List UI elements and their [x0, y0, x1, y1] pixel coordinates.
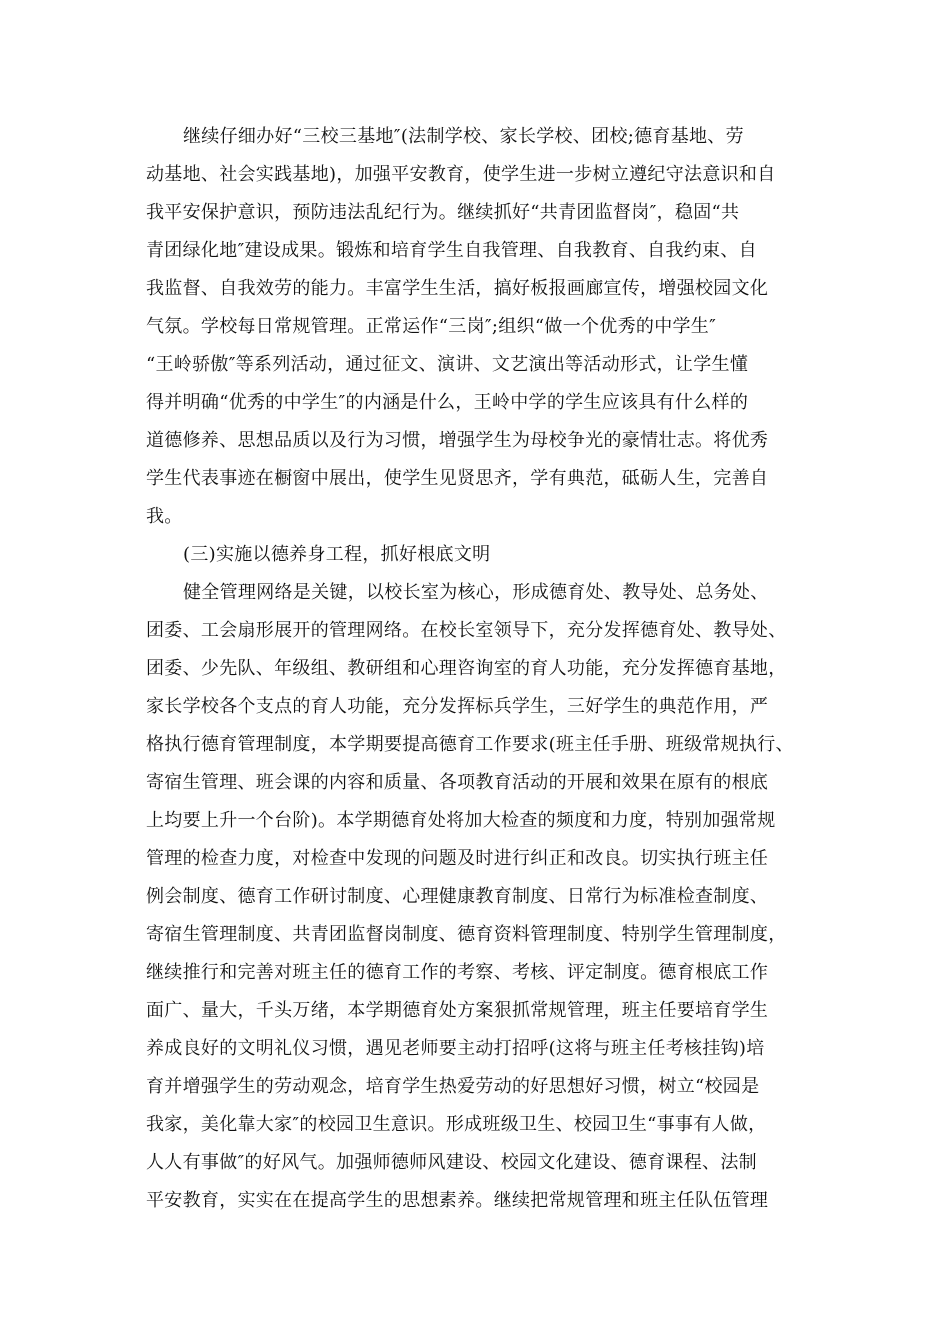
- text-line: 家长学校各个支点的育人功能，充分发挥标兵学生，三好学生的典范作用，严: [146, 696, 769, 717]
- text-line: 格执行德育管理制度，本学期要提高德育工作要求(班主任手册、班级常规执行、: [146, 734, 794, 755]
- text-line: 气氛。学校每日常规管理。正常运作“三岗″;组织“做一个优秀的中学生″: [146, 316, 717, 337]
- text-line: 寄宿生管理、班会课的内容和质量、各项教育活动的开展和效果在原有的根底: [146, 772, 769, 793]
- text-line: 道德修养、思想品质以及行为习惯，增强学生为母校争光的豪情壮志。将优秀: [146, 430, 769, 451]
- section-heading: [146, 536, 820, 574]
- text-line: 上均要上升一个台阶)。本学期德育处将加大检查的频度和力度，特别加强常规: [146, 810, 776, 831]
- text-line: 健全管理网络是关键，以校长室为核心，形成德育处、教导处、总务处、: [183, 582, 769, 603]
- text-line: 养成良好的文明礼仪习惯，遇见老师要主动打招呼(这将与班主任考核挂钩)培: [146, 1038, 765, 1059]
- text-line: 团委、少先队、年级组、教研组和心理咨询室的育人功能，充分发挥德育基地，: [146, 658, 787, 679]
- text-line: 平安教育，实实在在提高学生的思想素养。继续把常规管理和班主任队伍管理: [146, 1190, 769, 1211]
- paragraph-school-bases: [146, 118, 820, 536]
- text-line: 我。: [146, 506, 183, 527]
- text-line: 继续推行和完善对班主任的德育工作的考察、考核、评定制度。德育根底工作: [146, 962, 769, 983]
- text-line: 得并明确“优秀的中学生″的内涵是什么，王岭中学的学生应该具有什么样的: [146, 392, 749, 413]
- section-heading-text: (三)实施以德养身工程，抓好根底文明: [183, 544, 491, 565]
- paragraph-management-network: [146, 574, 820, 1220]
- text-line: 青团绿化地″建设成果。锻炼和培育学生自我管理、自我教育、自我约束、自: [146, 240, 757, 261]
- text-line: 例会制度、德育工作研讨制度、心理健康教育制度、日常行为标准检查制度、: [146, 886, 769, 907]
- text-line: 动基地、社会实践基地)，加强平安教育，使学生进一步树立遵纪守法意识和自: [146, 164, 776, 185]
- text-line: “王岭骄傲″等系列活动，通过征文、演讲、文艺演出等活动形式，让学生懂: [146, 354, 749, 375]
- text-line: 继续仔细办好“三校三基地″(法制学校、家长学校、团校;德育基地、劳: [183, 126, 744, 147]
- text-line: 管理的检查力度，对检查中发现的问题及时进行纠正和改良。切实执行班主任: [146, 848, 769, 869]
- text-line: 我平安保护意识，预防违法乱纪行为。继续抓好“共青团监督岗″，稳固“共: [146, 202, 740, 223]
- text-line: 团委、工会扇形展开的管理网络。在校长室领导下，充分发挥德育处、教导处、: [146, 620, 787, 641]
- text-line: 我家，美化靠大家″的校园卫生意识。形成班级卫生、校园卫生“事事有人做，: [146, 1114, 767, 1135]
- text-line: 人人有事做″的好风气。加强师德师风建设、校园文化建设、德育课程、法制: [146, 1152, 757, 1173]
- text-line: 寄宿生管理制度、共青团监督岗制度、德育资料管理制度、特别学生管理制度，: [146, 924, 787, 945]
- text-line: 面广、量大，千头万绪，本学期德育处方案狠抓常规管理，班主任要培育学生: [146, 1000, 769, 1021]
- text-line: 学生代表事迹在橱窗中展出，使学生见贤思齐，学有典范，砥砺人生，完善自: [146, 468, 769, 489]
- text-line: 育并增强学生的劳动观念，培育学生热爱劳动的好思想好习惯，树立“校园是: [146, 1076, 760, 1097]
- text-line: 我监督、自我效劳的能力。丰富学生生活，搞好板报画廊宣传，增强校园文化: [146, 278, 769, 299]
